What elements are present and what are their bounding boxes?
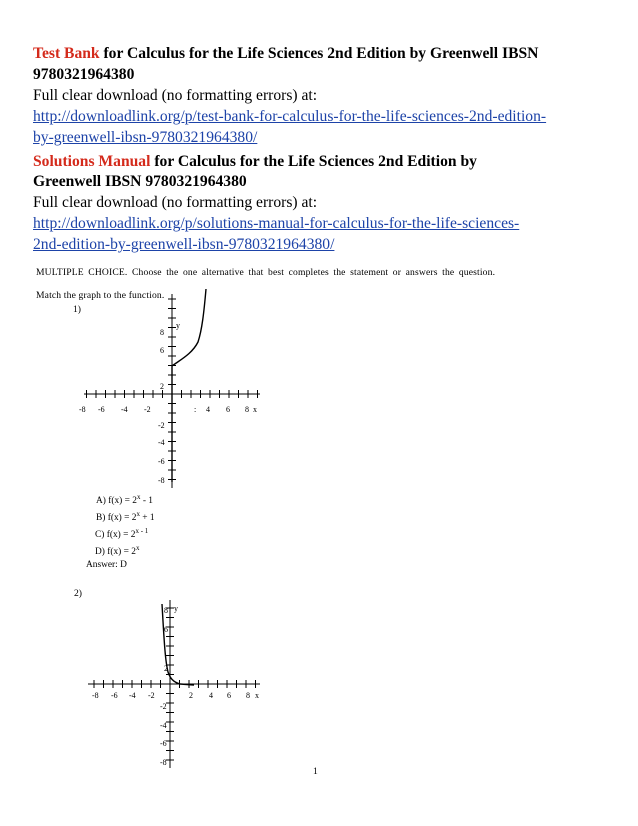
q2-ytick-neg6: -6: [160, 739, 167, 748]
q2-xtick-neg4: -4: [129, 691, 136, 700]
q1-ytick-6: 6: [160, 346, 164, 355]
q2-xtick-6: 6: [227, 691, 231, 700]
question-1-answer: Answer: D: [86, 560, 127, 570]
q2-ytick-8: 8: [164, 606, 168, 615]
question-2-number: 2): [74, 588, 82, 599]
q2-ytick-6: 6: [164, 625, 168, 634]
test-bank-link-line1[interactable]: http://downloadlink.org/p/test-bank-for-calculus-for-the-life-sciences-2nd-edition-: [33, 108, 547, 125]
page-number: 1: [313, 766, 318, 777]
q2-xtick-neg8: -8: [92, 691, 99, 700]
q1-x-axis-label: x: [253, 405, 257, 414]
q1-ytick-neg6: -6: [158, 457, 165, 466]
q2-xtick-4: 4: [209, 691, 213, 700]
section-instructions: MULTIPLE CHOICE. Choose the one alternative that best completes the statement or answers the question.: [36, 267, 496, 278]
test-bank-title: [33, 44, 613, 85]
q1-xtick-6: 6: [226, 405, 230, 414]
q2-ytick-neg8: -8: [160, 758, 167, 767]
test-bank-highlight: Test Bank: [33, 45, 100, 62]
solutions-manual-download-note: Full clear download (no formatting errors) at:: [33, 194, 318, 211]
solutions-manual-title-text: for Calculus for the Life Sciences 2nd Edition by: [150, 153, 477, 170]
q1-xtick-colon: :: [194, 405, 197, 414]
solutions-manual-title-line2: Greenwell IBSN 9780321964380: [33, 173, 247, 190]
q1-y-axis-label: y: [176, 321, 180, 330]
q2-xtick-neg6: -6: [111, 691, 118, 700]
q1-xtick-neg8: -8: [79, 405, 86, 414]
solutions-manual-title-line1: [33, 152, 613, 173]
solutions-manual-link-line1[interactable]: http://downloadlink.org/p/solutions-manual-for-calculus-for-the-life-sciences-: [33, 215, 520, 232]
choice-c[interactable]: C) $f(x) = 2^{x - 1}$: [95, 527, 149, 540]
q2-xtick-2: 2: [189, 691, 193, 700]
q1-ytick-2: 2: [160, 382, 164, 391]
choice-d[interactable]: D) $f(x) = 2^x$: [95, 544, 140, 557]
test-bank-download-note: Full clear download (no formatting errors) at:: [33, 87, 318, 104]
q1-xtick-neg6: -6: [98, 405, 105, 414]
q1-xtick-8: 8: [245, 405, 249, 414]
q2-xtick-neg2: -2: [148, 691, 155, 700]
q2-xtick-8: 8: [246, 691, 250, 700]
choice-a[interactable]: A) $f(x) = 2^x - 1$: [96, 493, 153, 506]
q1-xtick-4: 4: [206, 405, 210, 414]
question-1-graph: [76, 288, 276, 488]
q2-ytick-neg2: -2: [160, 702, 167, 711]
test-bank-title-text: for Calculus for the Life Sciences 2nd Edition by Greenwell IBSN 9780321964380: [33, 45, 539, 83]
section-prompt: Match the graph to the function.: [36, 290, 165, 301]
q1-xtick-neg2: -2: [144, 405, 151, 414]
q2-x-axis-label: x: [255, 691, 259, 700]
question-1-curve: [172, 289, 206, 482]
q1-ytick-neg8: -8: [158, 476, 165, 485]
solutions-manual-highlight: Solutions Manual: [33, 153, 151, 170]
q2-y-axis-label: y: [174, 604, 178, 613]
q1-ytick-neg2: -2: [158, 421, 165, 430]
choice-b[interactable]: B) $f(x) = 2^x + 1$: [96, 510, 155, 523]
q2-ytick-2: 2: [164, 664, 168, 673]
q1-ytick-neg4: -4: [158, 438, 165, 447]
question-1-number: 1): [73, 304, 81, 315]
q2-ytick-neg4: -4: [160, 721, 167, 730]
q1-xtick-neg4: -4: [121, 405, 128, 414]
question-2-graph: [76, 598, 276, 778]
q1-ytick-8: 8: [160, 328, 164, 337]
test-bank-link-line2[interactable]: by-greenwell-ibsn-9780321964380/: [33, 129, 258, 146]
solutions-manual-link-line2[interactable]: 2nd-edition-by-greenwell-ibsn-9780321964380/: [33, 236, 335, 253]
